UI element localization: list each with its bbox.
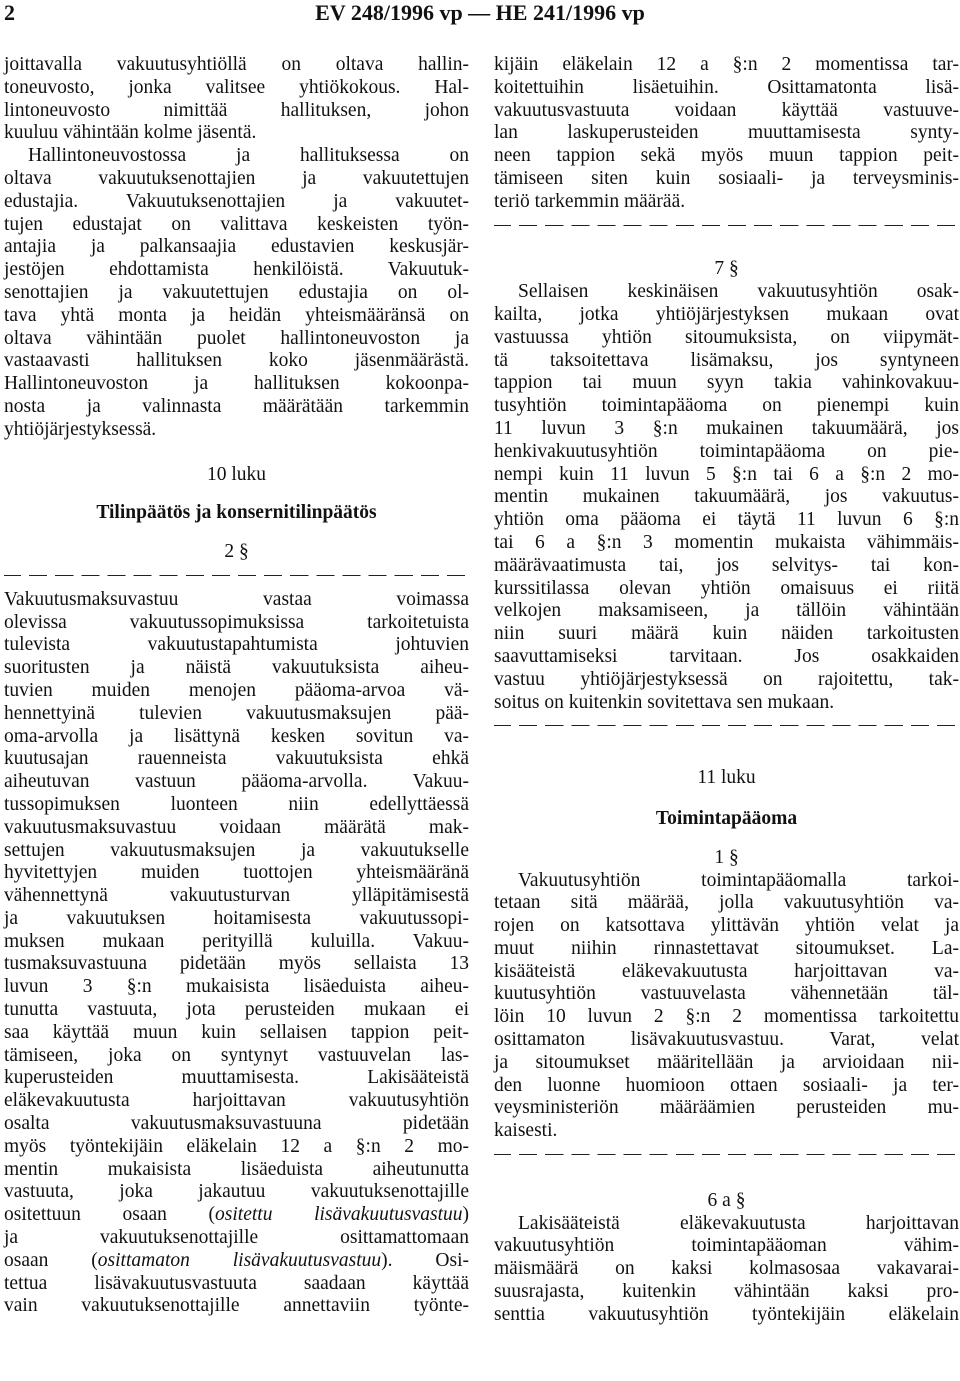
text-line: jestöjen ehdottamista henkilöistä. Vakuutuk- — [4, 259, 469, 281]
paragraph — [494, 281, 959, 714]
paragraph — [494, 54, 959, 214]
text-line: oltava vakuutuksenottajien ja vakuutettujen — [4, 167, 469, 189]
text-line: vakuutusmaksuvastuu voidaan määrätä mak- — [4, 816, 469, 838]
page-header — [0, 0, 960, 28]
text-line: kijäin eläkelain 12 a §:n 2 momentissa tar- — [494, 54, 959, 75]
text-line: tuvien muiden menojen pääoma-arvoa vä- — [4, 679, 469, 701]
text-line: nosta ja valinnasta määrätään tarkemmin — [4, 395, 469, 417]
text-line: settujen vakuutusmaksujen ja vakuutukselle — [4, 839, 469, 861]
omission-separator — [494, 214, 959, 237]
paragraph — [494, 870, 959, 1144]
text-line — [4, 1250, 469, 1273]
text-line: senottajien ja vakuutettujen edustajia on ol- — [4, 281, 469, 303]
text-line: kuperusteiden muuttamisesta. Lakisääteistä — [4, 1067, 469, 1089]
text-line: Sellaisen keskinäisen vakuutusyhtiön osak- — [518, 281, 959, 303]
paragraph — [4, 54, 469, 145]
text-line: teriö tarkemmin määrää. — [494, 190, 686, 212]
text-line: suusrajasta, kuitenkin vähintään kaksi pro- — [494, 1281, 959, 1303]
text-line: löin 10 luvun 2 §:n 2 momentissa tarkoitettu — [494, 1006, 959, 1028]
text-line: koitettuihin lisäetuihin. Osittamatonta lisä- — [494, 76, 959, 98]
text-line: saavuttamiseksi tarvitaan. Jos osakkaiden — [494, 645, 959, 667]
text-line: tappion tai muun syyn takia vahinkovakuu- — [494, 372, 959, 394]
text-line: vähennettynä vakuutusturvan ylläpitämisestä — [4, 885, 469, 907]
text-line: hyvitettyjen muiden tuottojen yhteismääränä — [4, 862, 469, 884]
text-run: ) — [462, 1204, 469, 1226]
chapter-number: 11 luku — [697, 767, 756, 789]
text-line: luvun 3 §:n mukaisista lisäeduista aiheu- — [4, 976, 469, 998]
running-title: EV 248/1996 vp — HE 241/1996 vp — [315, 0, 645, 25]
text-line: mentin mukaisista lisäeduista aiheutunutta — [4, 1158, 469, 1180]
text-line: hennettyinä tulevien vakuutusmaksujen pää- — [4, 702, 469, 724]
omission-separator — [4, 564, 469, 587]
text-line: lan laskuperusteiden muuttamisesta synty- — [494, 122, 959, 144]
paragraph — [4, 589, 469, 1319]
text-line: myös työntekijäin eläkelain 12 a §:n 2 mo- — [4, 1135, 469, 1157]
text-line: senttia vakuutusyhtiön työntekijäin eläkelain — [494, 1303, 959, 1325]
chapter-title: Toimintapääoma — [655, 807, 798, 829]
text-line: yhtiön oma pääoma ei täytä 11 luvun 6 §:n — [494, 509, 959, 531]
text-line: muksen mukaan perityillä kuluilla. Vakuu- — [4, 930, 469, 952]
text-line: kuutusajan rauenneista vakuutuksista ehkä — [4, 748, 469, 770]
text-line: yhtiöjärjestyksessä. — [4, 418, 157, 440]
text-line: vastuussa yhtiön sitoumuksista, on viipymät- — [494, 326, 959, 348]
text-line: osalta vakuutusmaksuvastuuna pidetään — [4, 1113, 469, 1135]
text-line: tujen edustajat on valittava keskeisten työn- — [4, 213, 469, 235]
chapter-title: Tilinpäätös ja konsernitilinpäätös — [96, 502, 377, 524]
text-line: den luonne huomioon ottaen sosiaali- ja ter- — [494, 1074, 959, 1096]
text-line: tettua lisävakuutusvastuuta saadaan käyttää — [4, 1272, 469, 1294]
italic-term: ositettu lisävakuutusvastuu — [215, 1204, 463, 1226]
text-line: kuuluu vähintään kolme jäsentä. — [4, 122, 257, 144]
text-line: vastaavasti hallituksen koko jäsenmäärästä. — [4, 350, 469, 372]
text-line: aiheutuvan vastuun pääoma-arvolla. Vakuu- — [4, 771, 469, 793]
text-line: vakuutusyhtiön toimintapääoman vähim- — [494, 1235, 959, 1257]
text-line: toneuvosto, jonka valitsee yhtiökokous. Hal- — [4, 76, 469, 98]
text-line: tusyhtiön toimintapääoma on pienempi kuin — [494, 395, 959, 417]
text-line: henkivakuutusyhtiön toimintapääoma on pie- — [494, 440, 959, 462]
text-line: Hallintoneuvoston ja hallituksen kokoonpa- — [4, 373, 469, 395]
text-line: edustajia. Vakuutuksenottajien ja vakuutet- — [4, 190, 469, 212]
text-line: vain vakuutuksenottajille annettaviin työnte- — [4, 1295, 469, 1317]
text-line: vastuuta, joka jakautuu vakuutuksenottajille — [4, 1181, 469, 1203]
text-line: Lakisääteistä eläkevakuutusta harjoittavan — [518, 1212, 959, 1234]
text-line: osittamaton lisävakuutusvastuu. Varat, velat — [494, 1029, 959, 1051]
text-line: veysministeriön määräämien perusteiden mu- — [494, 1097, 959, 1119]
text-line: tunutta vastuuta, jota perusteiden mukaan ei — [4, 999, 469, 1021]
paragraph — [4, 145, 469, 441]
omission-separator — [494, 1143, 959, 1166]
text-line: vakuutusvastuuta voidaan käyttää vastuuve- — [494, 99, 959, 121]
text-line: kisääteistä eläkevakuutusta harjoittavan va- — [494, 960, 959, 982]
text-line: ja vakuutuksen hoitamisesta vakuutussopi- — [4, 907, 469, 929]
text-line: velkojen maksamiseen, ja tällöin vähintään — [494, 600, 959, 622]
text-line: ja sitoumukset määritellään ja arvioidaan nii- — [494, 1051, 959, 1073]
paragraph — [494, 1213, 959, 1327]
text-line: tulevista vakuutustapahtumista johtuvien — [4, 634, 469, 656]
section-number: 7 § — [714, 258, 739, 280]
text-line: olevissa vakuutussopimuksissa tarkoitetuista — [4, 611, 469, 633]
text-line: ja vakuutuksenottajille osittamattomaan — [4, 1227, 469, 1249]
text-line: 11 luvun 3 §:n mukainen takuumäärä, jos — [494, 417, 959, 439]
text-line: nempi kuin 11 luvun 5 §:n tai 6 a §:n 2 mo- — [494, 463, 959, 485]
text-line: kuutusyhtiön vastuuvelasta vähennetään täl- — [494, 983, 959, 1005]
text-line: lintoneuvosto nimittää hallituksen, johon — [4, 99, 469, 121]
text-line: muut niihin rinnastettavat sitoumukset. La- — [494, 937, 959, 959]
text-line: neen tappion sekä myös muun tappion peit- — [494, 145, 959, 167]
right-column — [494, 54, 959, 1327]
text-line: soitus on kuitenkin sovitettava sen mukaan. — [494, 691, 835, 713]
text-line: tetaan sitä määrää, jolla vakuutusyhtiön va- — [494, 892, 959, 914]
text-line: Vakuutusyhtiön toimintapääomalla tarkoi- — [518, 869, 959, 891]
section-number: 6 a § — [707, 1189, 746, 1211]
text-line: eläkevakuutusta harjoittavan vakuutusyhtiön — [4, 1090, 469, 1112]
text-line: niin suuri määrä kuin näiden tarkoitusten — [494, 623, 959, 645]
text-line: oma-arvolla ja lisättynä kesken sovitun va- — [4, 725, 469, 747]
section-number: 1 § — [714, 846, 739, 868]
text-line: tai 6 a §:n 3 momentin mukaista vähimmäis- — [494, 531, 959, 553]
text-run: ). Osi- — [381, 1249, 469, 1271]
italic-term: osittamaton lisävakuutusvastuu — [97, 1249, 382, 1271]
chapter-number: 10 luku — [206, 463, 267, 485]
text-line: joittavalla vakuutusyhtiöllä on oltava hallin- — [4, 54, 469, 75]
text-line: Vakuutusmaksuvastuu vastaa voimassa — [4, 588, 469, 610]
text-line: tä taksoitettava lisämaksu, jos syntyneen — [494, 349, 959, 371]
text-line: tämiseen siten kuin sosiaali- ja terveysminis- — [494, 167, 959, 189]
text-line: tämiseen, joka on syntynyt vastuuvelan las- — [4, 1044, 469, 1066]
text-run: osaan ( — [4, 1249, 98, 1271]
text-line: määrävaatimusta tai, jos selvitys- tai kon- — [494, 554, 959, 576]
text-line: vastuu yhtiöjärjestyksessä on rajoitettu, tak- — [494, 668, 959, 690]
page-number: 2 — [4, 0, 15, 25]
text-line: tusmaksuvastuuna pidetään myös sellaista 13 — [4, 953, 469, 975]
text-line: rojen on katsottava ylittävän yhtiön velat ja — [494, 915, 959, 937]
text-run: ositettuun osaan ( — [4, 1204, 216, 1226]
text-line: tussopimuksen luonteen niin edellyttäessä — [4, 793, 469, 815]
text-line: suoritusten ja näistä vakuutuksista aiheu- — [4, 657, 469, 679]
text-line: kaisesti. — [494, 1120, 558, 1142]
left-column — [4, 54, 469, 1318]
section-number: 2 § — [224, 541, 249, 563]
text-line: tava yhtä monta ja heidän yhteismääränsä on — [4, 304, 469, 326]
text-line: mäismäärä on kaksi kolmasosaa vakavarai- — [494, 1258, 959, 1280]
text-line: oltava vähintään puolet hallintoneuvoston ja — [4, 327, 469, 349]
omission-separator — [494, 714, 959, 737]
text-line: kailta, jotka yhtiöjärjestyksen mukaan ovat — [494, 303, 959, 325]
text-line: mentin mukainen takuumäärä, jos vakuutus- — [494, 486, 959, 508]
text-line: saa käyttää muun kuin sellaisen tappion peit- — [4, 1021, 469, 1043]
text-line: Hallintoneuvostossa ja hallituksessa on — [28, 145, 469, 167]
text-line: kurssitilassa olevan yhtiön omaisuus ei riitä — [494, 577, 959, 599]
text-line: antajia ja palkansaajia edustavien keskusjär- — [4, 236, 469, 258]
text-line — [4, 1204, 469, 1227]
